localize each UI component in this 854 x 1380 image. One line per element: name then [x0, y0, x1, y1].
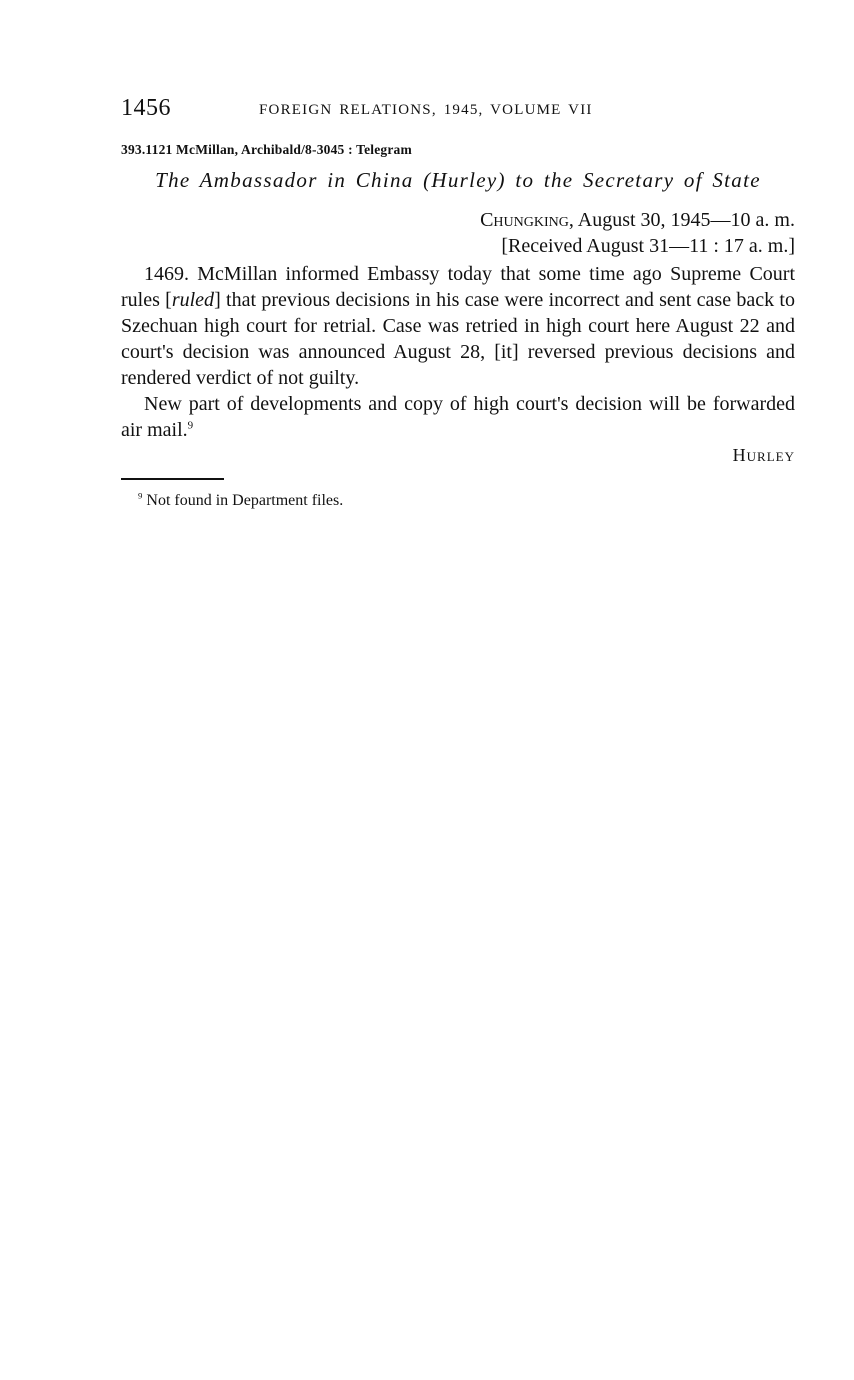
dateline	[121, 207, 795, 259]
paragraph-1-text-b: ] that previous decisions in his case were incorrect and sent case back to Szechuan high court for retrial. Case was retried in high court here August 22 and court's decision was announced August 28, [it] reversed previous decisions and rendered verdict of not guilty.	[121, 289, 795, 389]
dateline-date: , August 30, 1945—10 a. m.	[568, 209, 795, 231]
running-head	[121, 92, 795, 128]
body-paragraph-2	[121, 391, 795, 443]
paragraph-1-italic: ruled	[171, 289, 215, 311]
footnote-reference-marker: 9	[187, 419, 194, 432]
file-reference: 393.1121 McMillan, Archibald/8-3045 : Telegram	[121, 142, 412, 157]
signature: Hurley	[732, 445, 795, 465]
footnote-marker: 9	[138, 490, 143, 501]
paragraph-1-text-a: 1469. McMillan informed Embassy today that some time ago Supreme Court rules [	[121, 263, 795, 311]
dateline-place: Chungking	[480, 209, 569, 231]
document-title: The Ambassador in China (Hurley) to the Secretary of State	[155, 168, 761, 192]
dateline-received: [Received August 31—11 : 17 a. m.]	[501, 235, 795, 257]
footnote-text: Not found in Department files.	[146, 492, 344, 509]
page-number: 1456	[121, 95, 171, 121]
footnote	[121, 492, 795, 510]
paragraph-2-text: New part of developments and copy of high court's decision will be forwarded air mail.	[121, 393, 795, 441]
document-page	[121, 92, 795, 510]
body-paragraph-1	[121, 261, 795, 391]
dateline-sent	[121, 207, 795, 233]
footnote-divider	[121, 478, 224, 480]
running-title: FOREIGN RELATIONS, 1945, VOLUME VII	[259, 102, 593, 118]
